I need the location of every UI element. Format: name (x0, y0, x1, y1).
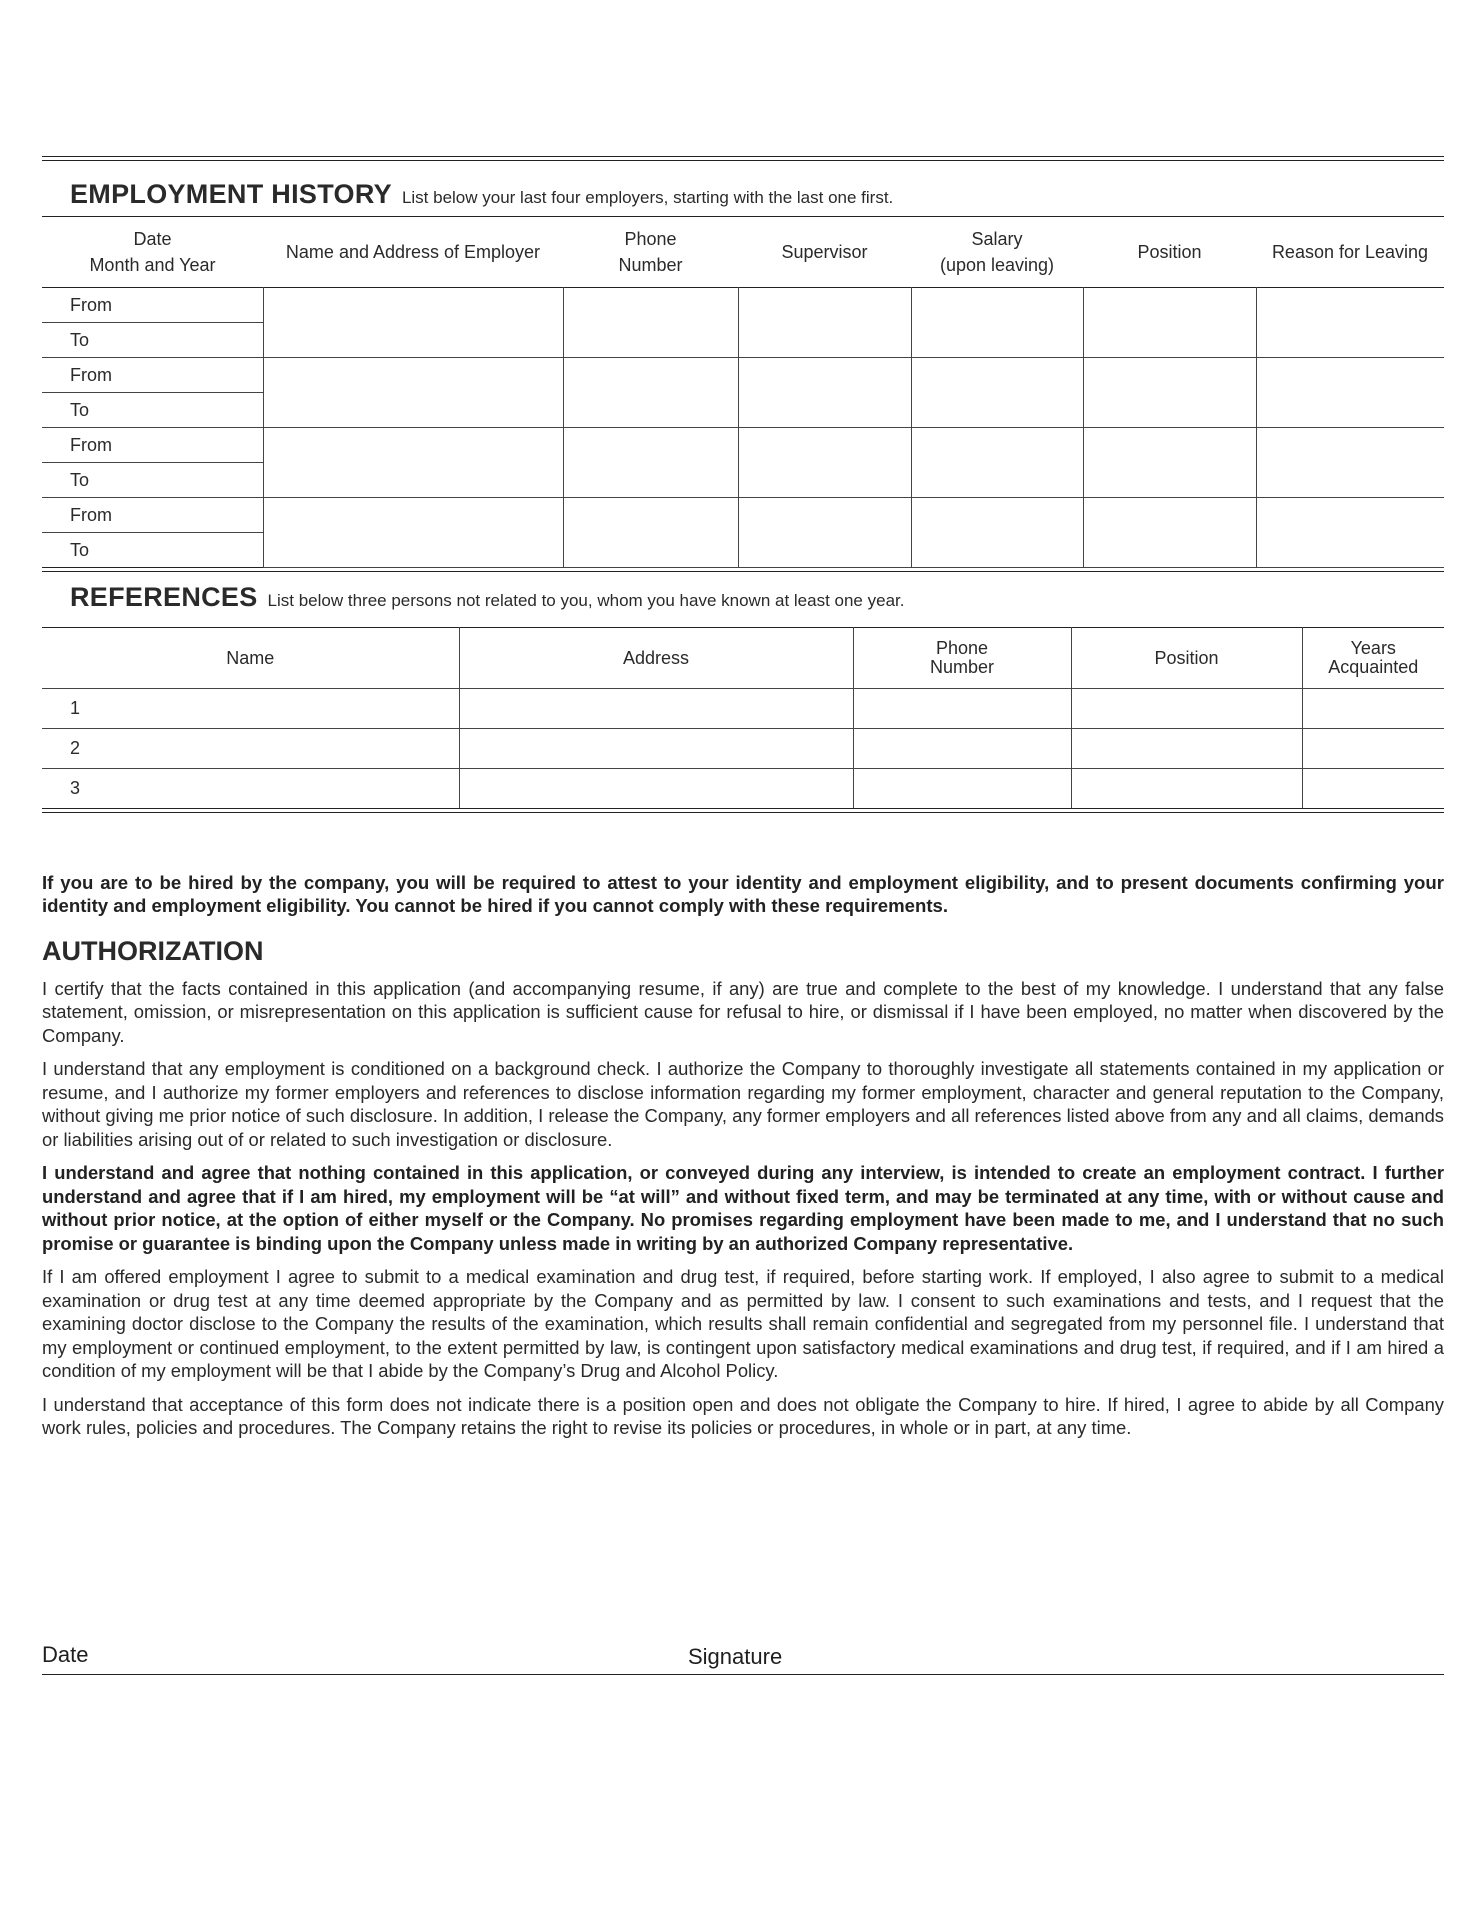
from-label: From (42, 498, 263, 533)
ref-header-years: Years Acquainted (1302, 628, 1444, 689)
reference-phone-field[interactable] (853, 769, 1071, 809)
employer-phone-field[interactable] (563, 288, 738, 358)
references-subtitle: List below three persons not related to you, whom you have known at least one year. (267, 591, 905, 610)
references-heading (42, 582, 1444, 613)
to-label: To (42, 323, 263, 358)
employer-position-field[interactable] (1083, 288, 1256, 358)
employer-position-field[interactable] (1083, 498, 1256, 568)
ref-header-phone: Phone Number (853, 628, 1071, 689)
application-page (42, 0, 1444, 1669)
reference-number: 2 (70, 738, 81, 758)
employer-reason-field[interactable] (1256, 358, 1444, 428)
employer-name-address-field[interactable] (263, 288, 563, 358)
header-phone: Phone Number (618, 229, 683, 275)
employer-row-from (42, 428, 1444, 463)
employment-history-title: EMPLOYMENT HISTORY (70, 179, 392, 209)
header-employer: Name and Address of Employer (285, 242, 541, 262)
authorization-paragraph-3: I understand and agree that nothing contained in this application, or conveyed during any interview, is intended to create an employment contract. I further understand and agree that if I am hired, my employment will be “at will” and without fixed term, and may be terminated at any time, with or without cause and without prior notice, at the option of either myself or the Company. No promises regarding employment have been made to me, and I understand that no such promise or guarantee is binding upon the Company unless made in writing by an authorized Company representative. (42, 1162, 1444, 1254)
from-label: From (42, 288, 263, 323)
employer-reason-field[interactable] (1256, 288, 1444, 358)
reference-row (42, 689, 1444, 729)
reference-number: 1 (70, 698, 81, 718)
date-field[interactable] (42, 1642, 688, 1674)
ref-header-position: Position (1071, 628, 1302, 689)
employer-supervisor-field[interactable] (738, 428, 911, 498)
employer-salary-field[interactable] (911, 358, 1083, 428)
authorization-paragraph-1: I certify that the facts contained in this application (and accompanying resume, if any) are true and complete to the best of my knowledge. I understand that any false statement, omission, or misrepresentation on this application is sufficient cause for refusal to hire, or dismissal if I have been employed, no matter when discovered by the Company. (42, 977, 1444, 1046)
authorization-paragraph-4: If I am offered employment I agree to submit to a medical examination and drug test, if required, before starting work. If employed, I also agree to submit to a medical examination or drug test at any time deemed appropriate by the Company and as permitted by law. I consent to such examinations and tests, and I request that the examining doctor disclose to the Company the results of the examination, which results shall remain confidential and segregated from my personnel file. I understand that my employment or continued employment, to the extent permitted by law, is contingent upon satisfactory medical examinations and drug test, if required, and if I am hired a condition of my employment will be that I abide by the Company’s Drug and Alcohol Policy. (42, 1266, 1444, 1382)
employer-supervisor-field[interactable] (738, 358, 911, 428)
employer-row-from (42, 498, 1444, 533)
employer-supervisor-field[interactable] (738, 288, 911, 358)
reference-address-field[interactable] (459, 729, 853, 769)
from-label: From (42, 358, 263, 393)
references-title: REFERENCES (70, 582, 258, 612)
date-label: Date (42, 1642, 89, 1667)
employment-history-table (42, 216, 1444, 568)
employer-salary-field[interactable] (911, 498, 1083, 568)
employer-phone-field[interactable] (563, 428, 738, 498)
employment-history-subtitle: List below your last four employers, starting with the last one first. (401, 188, 894, 207)
references-header-row (42, 628, 1444, 689)
employment-bottom-rule (42, 571, 1444, 572)
reference-name-field[interactable] (42, 689, 459, 729)
reference-name-field[interactable] (42, 729, 459, 769)
to-label: To (42, 463, 263, 498)
signature-label: Signature (688, 1644, 783, 1669)
reference-phone-field[interactable] (853, 729, 1071, 769)
ref-header-name: Name (226, 647, 275, 668)
from-label: From (42, 428, 263, 463)
top-rule (42, 156, 1444, 161)
header-reason: Reason for Leaving (1271, 242, 1429, 262)
reference-number: 3 (70, 778, 81, 798)
employer-salary-field[interactable] (911, 428, 1083, 498)
employer-name-address-field[interactable] (263, 498, 563, 568)
references-bottom-rule (42, 812, 1444, 813)
employer-phone-field[interactable] (563, 498, 738, 568)
employer-reason-field[interactable] (1256, 428, 1444, 498)
employment-header-row (42, 217, 1444, 288)
reference-address-field[interactable] (459, 769, 853, 809)
header-position: Position (1137, 242, 1202, 262)
reference-row (42, 729, 1444, 769)
employment-history-heading (42, 179, 1444, 210)
employer-row-from (42, 288, 1444, 323)
authorization-paragraph-2: I understand that any employment is conditioned on a background check. I authorize the Company to thoroughly investigate all statements contained in my application or resume, and I authorize my former employers and references to disclose information regarding my former employment, character and general reputation to the Company, without giving me prior notice of such disclosure. In addition, I release the Company, any former employers and all references listed above from any and all claims, demands or liabilities arising out of or related to such investigation or disclosure. (42, 1058, 1444, 1150)
reference-years-field[interactable] (1302, 689, 1444, 729)
employer-supervisor-field[interactable] (738, 498, 911, 568)
employer-row-from (42, 358, 1444, 393)
employer-reason-field[interactable] (1256, 498, 1444, 568)
reference-address-field[interactable] (459, 689, 853, 729)
reference-years-field[interactable] (1302, 729, 1444, 769)
signature-area (42, 1630, 1444, 1675)
reference-name-field[interactable] (42, 769, 459, 809)
authorization-paragraph-5: I understand that acceptance of this form does not indicate there is a position open and does not obligate the Company to hire. If hired, I agree to abide by all Company work rules, policies and procedures. The Company retains the right to revise its policies or procedures, in whole or in part, at any time. (42, 1393, 1444, 1439)
to-label: To (42, 533, 263, 568)
authorization-title: AUTHORIZATION (42, 935, 264, 966)
references-table (42, 627, 1444, 809)
employer-salary-field[interactable] (911, 288, 1083, 358)
header-date: Date Month and Year (89, 229, 216, 275)
to-label: To (42, 393, 263, 428)
reference-position-field[interactable] (1071, 729, 1302, 769)
employer-name-address-field[interactable] (263, 428, 563, 498)
reference-position-field[interactable] (1071, 689, 1302, 729)
employer-name-address-field[interactable] (263, 358, 563, 428)
reference-position-field[interactable] (1071, 769, 1302, 809)
eligibility-notice: If you are to be hired by the company, you will be required to attest to your identity and employment eligibility, and to present documents confirming your identity and employment eligibility. You cannot be hired if you cannot comply with these requirements. (42, 872, 1444, 916)
ref-header-address: Address (459, 628, 853, 689)
employer-phone-field[interactable] (563, 358, 738, 428)
employer-position-field[interactable] (1083, 428, 1256, 498)
header-salary: Salary (upon leaving) (939, 229, 1055, 275)
reference-years-field[interactable] (1302, 769, 1444, 809)
reference-phone-field[interactable] (853, 689, 1071, 729)
signature-field[interactable] (688, 1644, 782, 1674)
header-supervisor: Supervisor (781, 242, 868, 262)
employer-position-field[interactable] (1083, 358, 1256, 428)
reference-row (42, 769, 1444, 809)
